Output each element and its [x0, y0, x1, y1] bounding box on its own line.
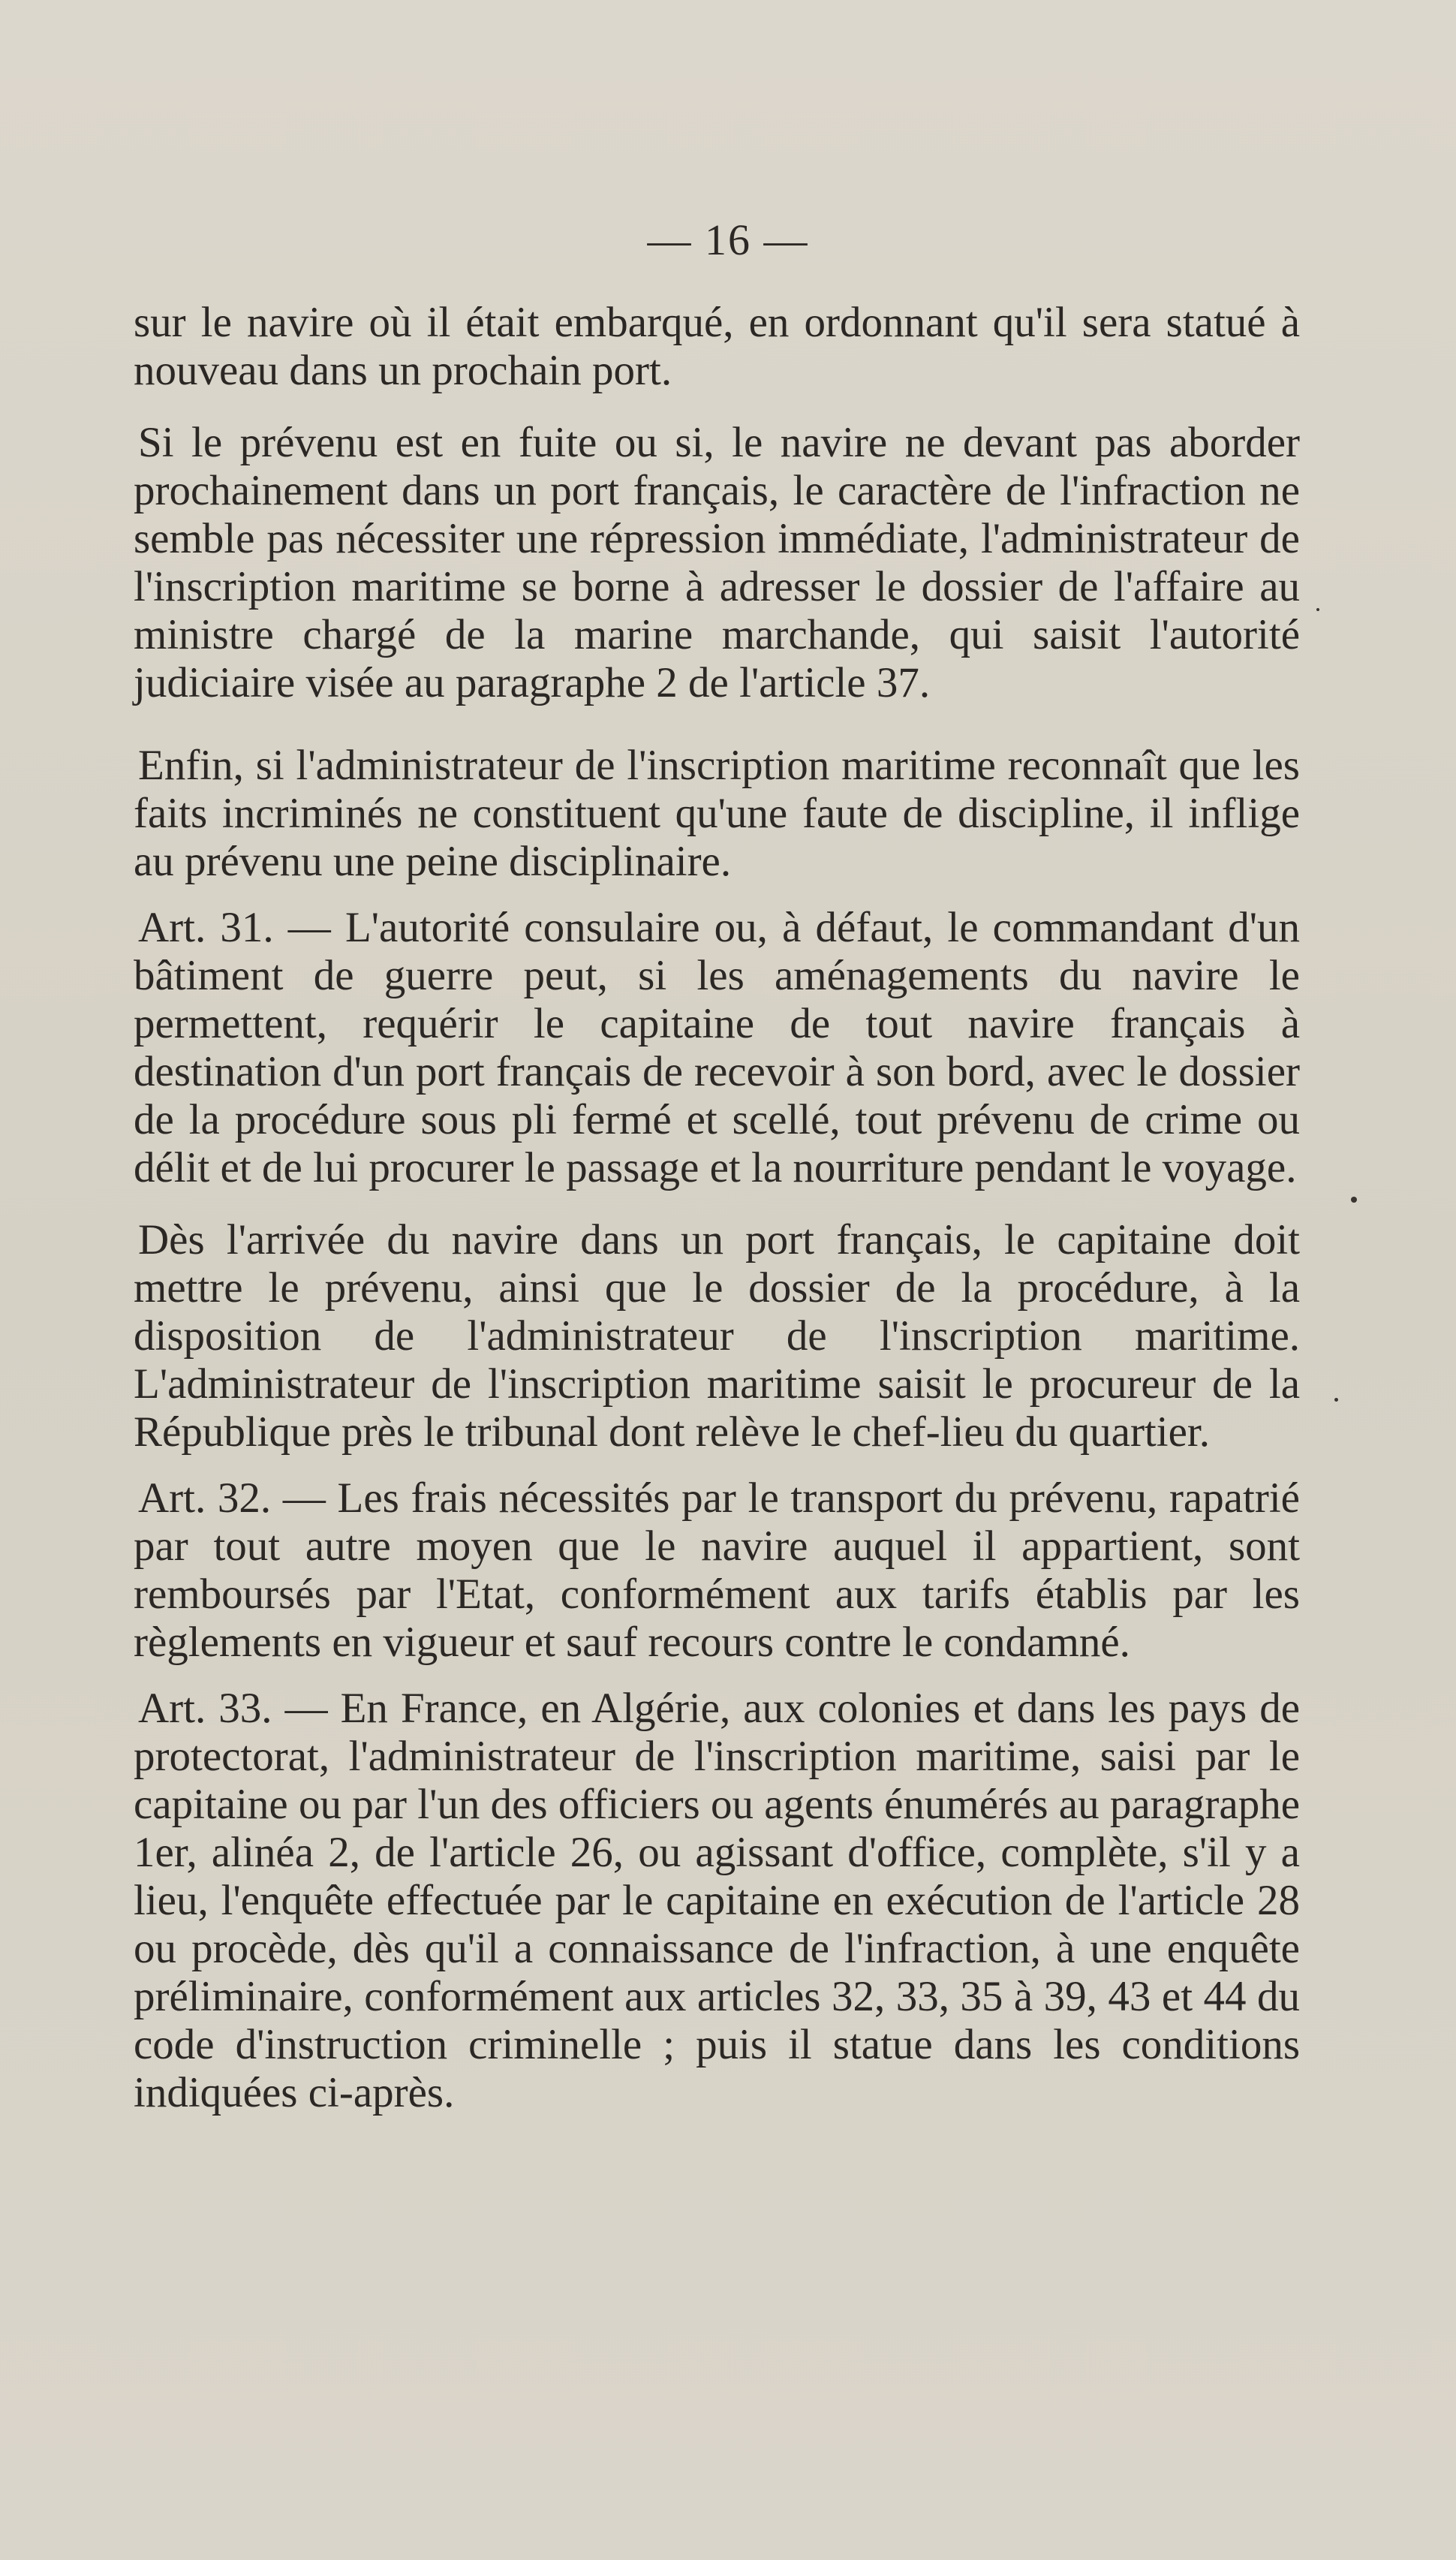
body-text: [134, 299, 1300, 2117]
ink-speck: [1334, 1398, 1338, 1402]
paragraph-arrivee: Dès l'arrivée du navire dans un port français, le capitaine doit mettre le prévenu, ainsi que le dossier de la procédure, à la disposition de l'administrateur de l'inscription maritime. L'administrateur de l'inscription maritime saisit le procureur de la République près le tribunal dont relève le chef-lieu du quartier.: [134, 1216, 1300, 1456]
ink-speck: [1316, 608, 1319, 611]
paragraph-fuite: Si le prévenu est en fuite ou si, le navire ne devant pas aborder prochainement dans un port français, le caractère de l'infraction ne semble pas nécessiter une répression immédiate, l'administrateur de l'inscription maritime se borne à adresser le dossier de l'affaire au ministre chargé de la marine marchande, qui saisit l'autorité judiciaire visée au paragraphe 2 de l'article 37.: [134, 419, 1300, 706]
ink-speck: [1351, 1197, 1357, 1203]
article-32: Art. 32. — Les frais nécessités par le transport du prévenu, rapatrié par tout autre moyen que le navire auquel il appartient, sont remboursés par l'Etat, conformément aux tarifs établis par les règlements en vigueur et sauf recours contre le condamné.: [134, 1474, 1300, 1666]
page-number: — 16 —: [647, 215, 809, 264]
article-33: Art. 33. — En France, en Algérie, aux colonies et dans les pays de protectorat, l'administrateur de l'inscription maritime, saisi par le capitaine ou par l'un des officiers ou agents énumérés au paragraphe 1er, alinéa 2, de l'article 26, ou agissant d'office, complète, s'il y a lieu, l'enquête effectuée par le capitaine en exécution de l'article 28 ou procède, dès qu'il a connaissance de l'infraction, à une enquête préliminaire, conformément aux articles 32, 33, 35 à 39, 43 et 44 du code d'instruction criminelle ; puis il statue dans les conditions indiquées ci-après.: [134, 1685, 1300, 2116]
paragraph-continuation: sur le navire où il était embarqué, en ordonnant qu'il sera statué à nouveau dans un prochain port.: [134, 299, 1300, 394]
article-31: Art. 31. — L'autorité consulaire ou, à défaut, le commandant d'un bâtiment de guerre peut, si les aménagements du navire le permettent, requérir le capitaine de tout navire français à destination d'un port français de recevoir à son bord, avec le dossier de la procédure sous pli fermé et scellé, tout prévenu de crime ou délit et de lui procurer le passage et la nourriture pendant le voyage.: [134, 904, 1300, 1191]
paragraph-enfin: Enfin, si l'administrateur de l'inscription maritime reconnaît que les faits incriminés ne constituent qu'une faute de discipline, il inflige au prévenu une peine disciplinaire.: [134, 742, 1300, 885]
